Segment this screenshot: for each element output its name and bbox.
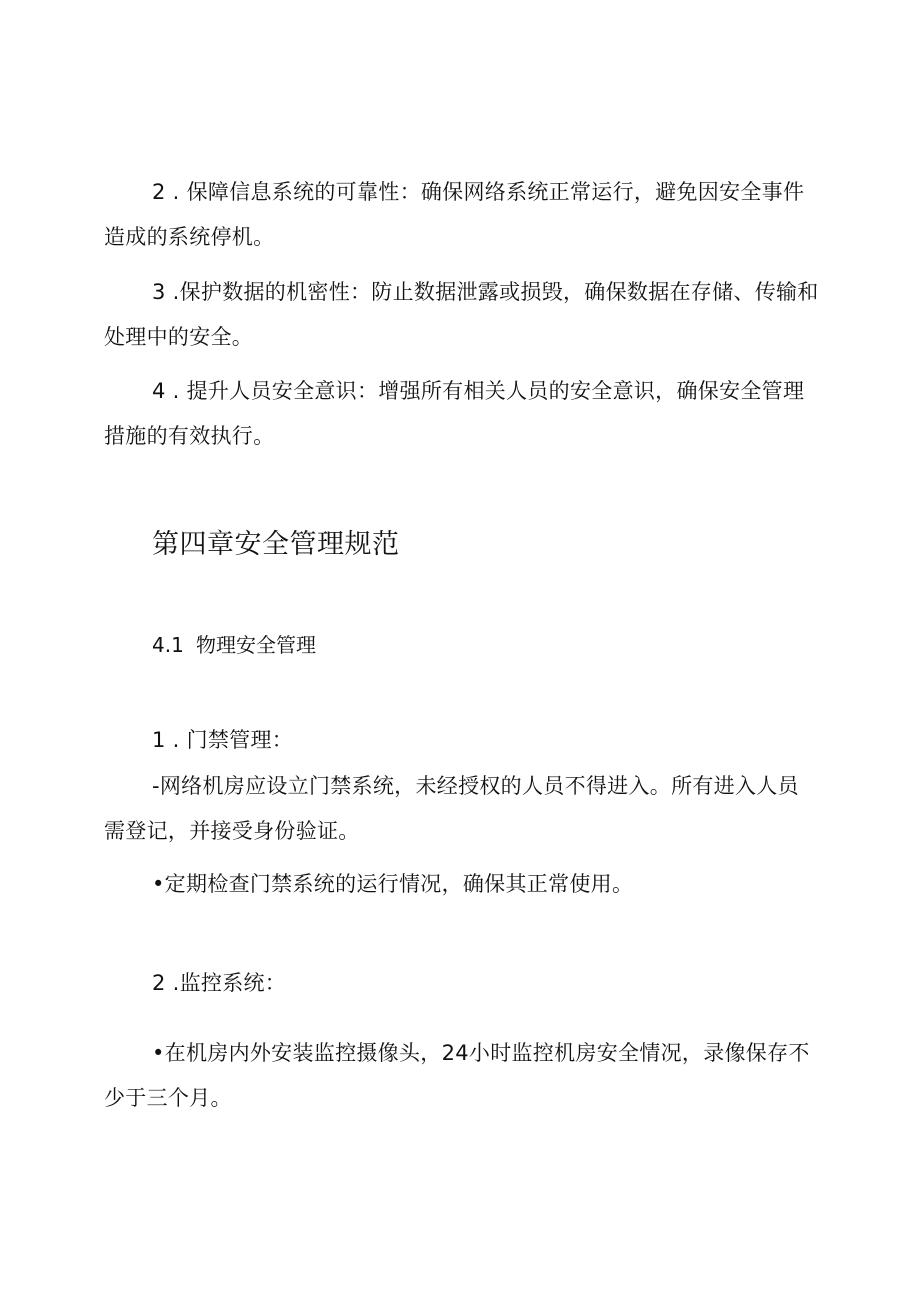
paragraph-text: 2 . 保障信息系统的可靠性：确保网络系统正常运行，避免因安全事件造成的系统停机。 <box>104 180 805 249</box>
paragraph-text: 3 .保护数据的机密性：防止数据泄露或损毁，确保数据在存储、传输和处理中的安全。 <box>104 280 819 349</box>
paragraph-access-control-check <box>104 862 820 907</box>
paragraph-text: •在机房内外安装监控摄像头，24小时监控机房安全情况，录像保存不少于三个月。 <box>104 1041 810 1110</box>
paragraph-monitoring-cameras <box>104 1031 820 1121</box>
chapter-title: 第四章安全管理规范 <box>152 529 400 560</box>
item-heading-access-control <box>104 718 820 763</box>
section-title: 物理安全管理 <box>196 633 316 657</box>
paragraph-awareness <box>104 369 820 459</box>
paragraph-reliability <box>104 170 820 260</box>
paragraph-text: •定期检查门禁系统的运行情况，确保其正常使用。 <box>152 872 634 896</box>
section-heading <box>152 627 316 663</box>
item-heading-text: 2 .监控系统： <box>152 971 287 995</box>
item-heading-monitoring <box>104 961 820 1006</box>
item-heading-text: 1 . 门禁管理： <box>152 728 294 752</box>
paragraph-text: -网络机房应设立门禁系统，未经授权的人员不得进入。所有进入人员需登记，并接受身份验证。 <box>104 774 799 843</box>
paragraph-access-control-registration <box>104 764 820 854</box>
section-number: 4.1 <box>152 633 184 657</box>
paragraph-confidentiality <box>104 270 820 360</box>
paragraph-text: 4 . 提升人员安全意识：增强所有相关人员的安全意识，确保安全管理措施的有效执行。 <box>104 379 805 448</box>
